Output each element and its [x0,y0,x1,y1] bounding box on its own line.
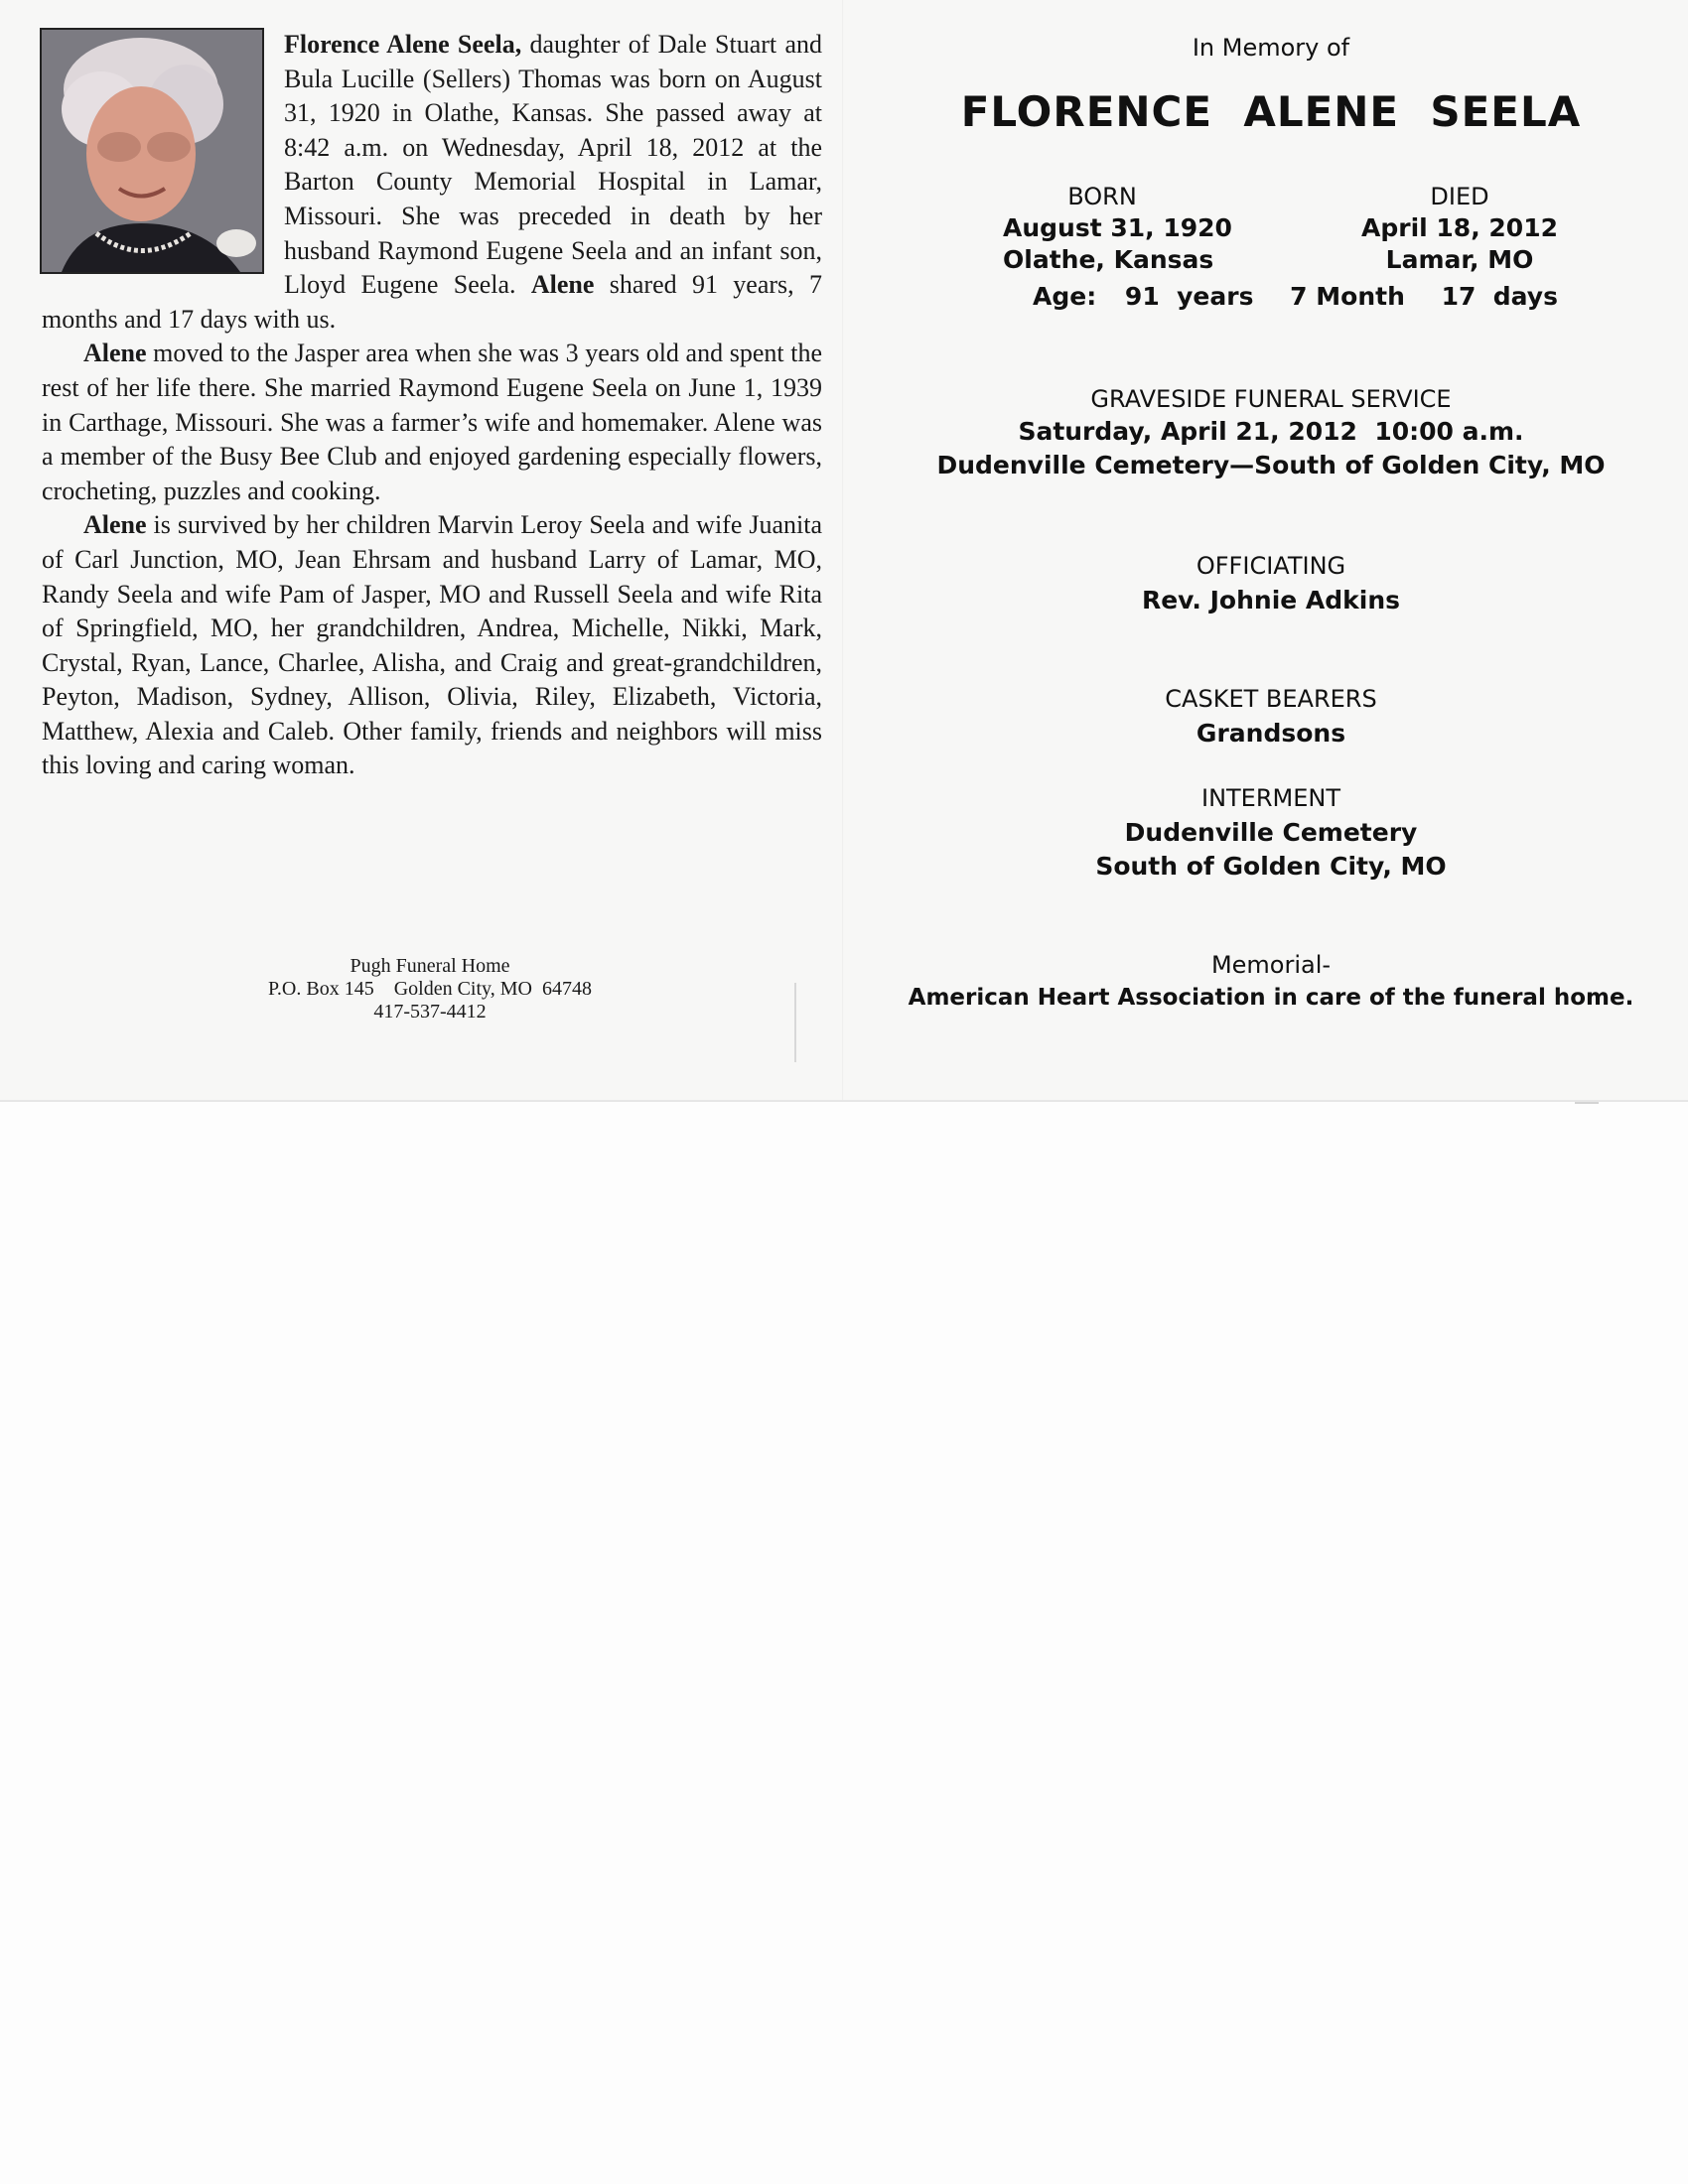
service-label: GRAVESIDE FUNERAL SERVICE [1090,385,1452,413]
card-edge [0,1100,1688,1102]
funeral-home-block [149,955,711,1024]
officiating-label: OFFICIATING [1196,552,1346,580]
memorial-text: American Heart Association in care of the funeral home. [908,985,1634,1011]
casket-bearers: Grandsons [1196,719,1346,748]
portrait-photo [40,28,264,274]
age-line [1033,282,1558,311]
interment-place: Dudenville Cemetery [1124,818,1418,847]
died-label: DIED [1430,183,1489,210]
memorial-name: FLORENCE ALENE SEELA [960,87,1582,136]
obituary-text [42,28,822,783]
obituary-paragraph-1-end: shared 91 years, 7 months and 17 days with us. [42,270,822,334]
service-datetime: Saturday, April 21, 2012 10:00 a.m. [1018,417,1524,446]
obituary-paragraph-2: moved to the Jasper area when she was 3 years old and spent the rest of her life there. She married Raymond Eugene Seela on June 1, 1939 in Carthage, Missouri. She was a farmer’s wife and homemaker. Alene was a member of the Busy Bee Club and enjoyed gardening especially flowers, crocheting, puzzles and cooking. [42,339,822,505]
in-memory-heading: In Memory of [1192,34,1350,62]
memorial-label: Memorial- [1210,951,1332,979]
officiant-name: Rev. Johnie Adkins [1141,586,1401,614]
card-fold [842,0,844,1100]
born-label: BORN [1067,183,1137,210]
died-block [1340,183,1579,274]
deceased-name: Florence Alene Seela, [284,30,522,59]
service-place: Dudenville Cemetery—South of Golden City, MO [936,451,1606,479]
age-years: 91 years [1124,282,1254,311]
funeral-home-phone: 417-537-4412 [373,1001,487,1023]
alene-bold-2: Alene [83,339,147,368]
obituary-paragraph-1: daughter of Dale Stuart and Bula Lucille (Sellers) Thomas was born on August 31, 1920 in Olathe, Kansas. She passed away at 8:42 a.m. on Wednesday, April 18, 2012 at the Barton County Memorial Hospital in Lamar, Missouri. She was preceded in death by her husband Raymond Eugene Seela and an infant son, Lloyd Eugene Seela. [284,30,822,300]
obituary-paragraph-3: is survived by her children Marvin Leroy Seela and wife Juanita of Carl Junction, MO, Jean Ehrsam and husband Larry of Lamar, MO, Randy Seela and wife Pam of Jasper, MO and Russell Seela and wife Rita of Springfield, MO, her grandchildren, Andrea, Michelle, Nikki, Mark, Crystal, Ryan, Lance, Charlee, Alisha, and Craig and great-grandchildren, Peyton, Madison, Sydney, Allison, Olivia, Riley, Elizabeth, Victoria, Matthew, Alexia and Caleb. Other family, friends and neighbors will miss this loving and caring woman. [42,510,822,780]
age-label: Age: [1033,282,1097,311]
interment-label: INTERMENT [1200,784,1340,812]
scan-mark [1575,1102,1599,1104]
born-place: Olathe, Kansas [1003,245,1214,274]
scan-mark [794,983,798,1062]
alene-bold-3: Alene [83,510,147,540]
born-date: August 31, 1920 [1003,213,1232,242]
interment-location: South of Golden City, MO [1095,852,1447,881]
age-months: 7 Month [1290,282,1405,311]
died-place: Lamar, MO [1385,245,1534,274]
funeral-home-name: Pugh Funeral Home [350,955,510,977]
age-days: 17 days [1441,282,1558,311]
funeral-home-address: P.O. Box 145 Golden City, MO 64748 [268,978,592,1000]
born-block [1003,183,1232,274]
casket-bearers-label: CASKET BEARERS [1165,685,1377,713]
alene-bold-1: Alene [530,270,595,300]
died-date: April 18, 2012 [1361,213,1558,242]
